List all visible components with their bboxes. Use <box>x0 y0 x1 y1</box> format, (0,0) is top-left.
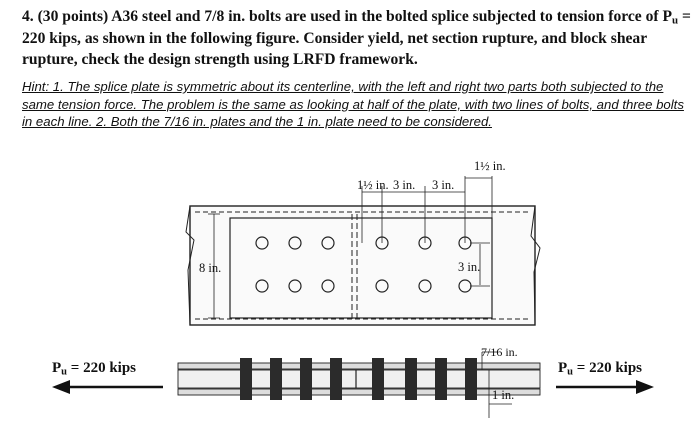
dim-label-edge-one-half: 1½ in. <box>474 159 506 173</box>
load-value: = 220 kips <box>67 360 137 376</box>
main-plate <box>178 370 540 388</box>
bolt-section <box>240 358 252 400</box>
load-label-right <box>558 360 642 377</box>
outer-plate-top <box>178 363 540 369</box>
bolt-section <box>270 358 282 400</box>
load-subscript: u <box>567 366 574 378</box>
bolt-section <box>435 358 447 400</box>
dim-label-thick-plate: 1 in. <box>492 388 515 402</box>
dim-label-width-eight: 8 in. <box>199 261 222 275</box>
left-arrow-head <box>52 380 70 394</box>
dim-label-gauge-three: 3 in. <box>458 260 481 274</box>
load-subscript: u <box>61 366 68 378</box>
bolt-section <box>465 358 477 400</box>
bolt-section <box>405 358 417 400</box>
problem-subscript: u <box>672 14 679 27</box>
load-label-left <box>52 360 136 377</box>
splice-plate-outline <box>190 206 535 325</box>
problem-text-part2: = 220 kips, as shown in the following figure. Consider yield, net section rupture, and block shear rupture, check the design strength using LRFD framework. <box>22 8 691 68</box>
section-view <box>178 352 540 418</box>
load-symbol: P <box>52 360 62 376</box>
problem-text-part1: 4. (30 points) A36 steel and 7/8 in. bolts are used in the bolted splice subjected to tension force of P <box>22 8 673 25</box>
load-symbol: P <box>558 360 568 376</box>
outer-plate-bottom <box>178 389 540 395</box>
right-arrow-head <box>636 380 654 394</box>
bolt-section <box>330 358 342 400</box>
dim-label-spacing-three-b: 3 in. <box>432 178 455 192</box>
load-value: = 220 kips <box>573 360 643 376</box>
bolt-section <box>372 358 384 400</box>
dim-label-spacing-one-half: 1½ in. <box>357 178 389 192</box>
plan-view <box>186 176 540 325</box>
dim-label-thin-plate: 7/16 in. <box>481 345 518 359</box>
dim-label-spacing-three-a: 3 in. <box>393 178 416 192</box>
bolt-section <box>300 358 312 400</box>
hint-text: Hint: 1. The splice plate is symmetric about its centerline, with the left and right two parts both subjected to the same tension force. The problem is the same as looking at half of the plate, with two lines of bolts, and three bolts in each line. 2. Both the 7/16 in. plates and the 1 in. plate need to be considered. <box>22 79 684 129</box>
